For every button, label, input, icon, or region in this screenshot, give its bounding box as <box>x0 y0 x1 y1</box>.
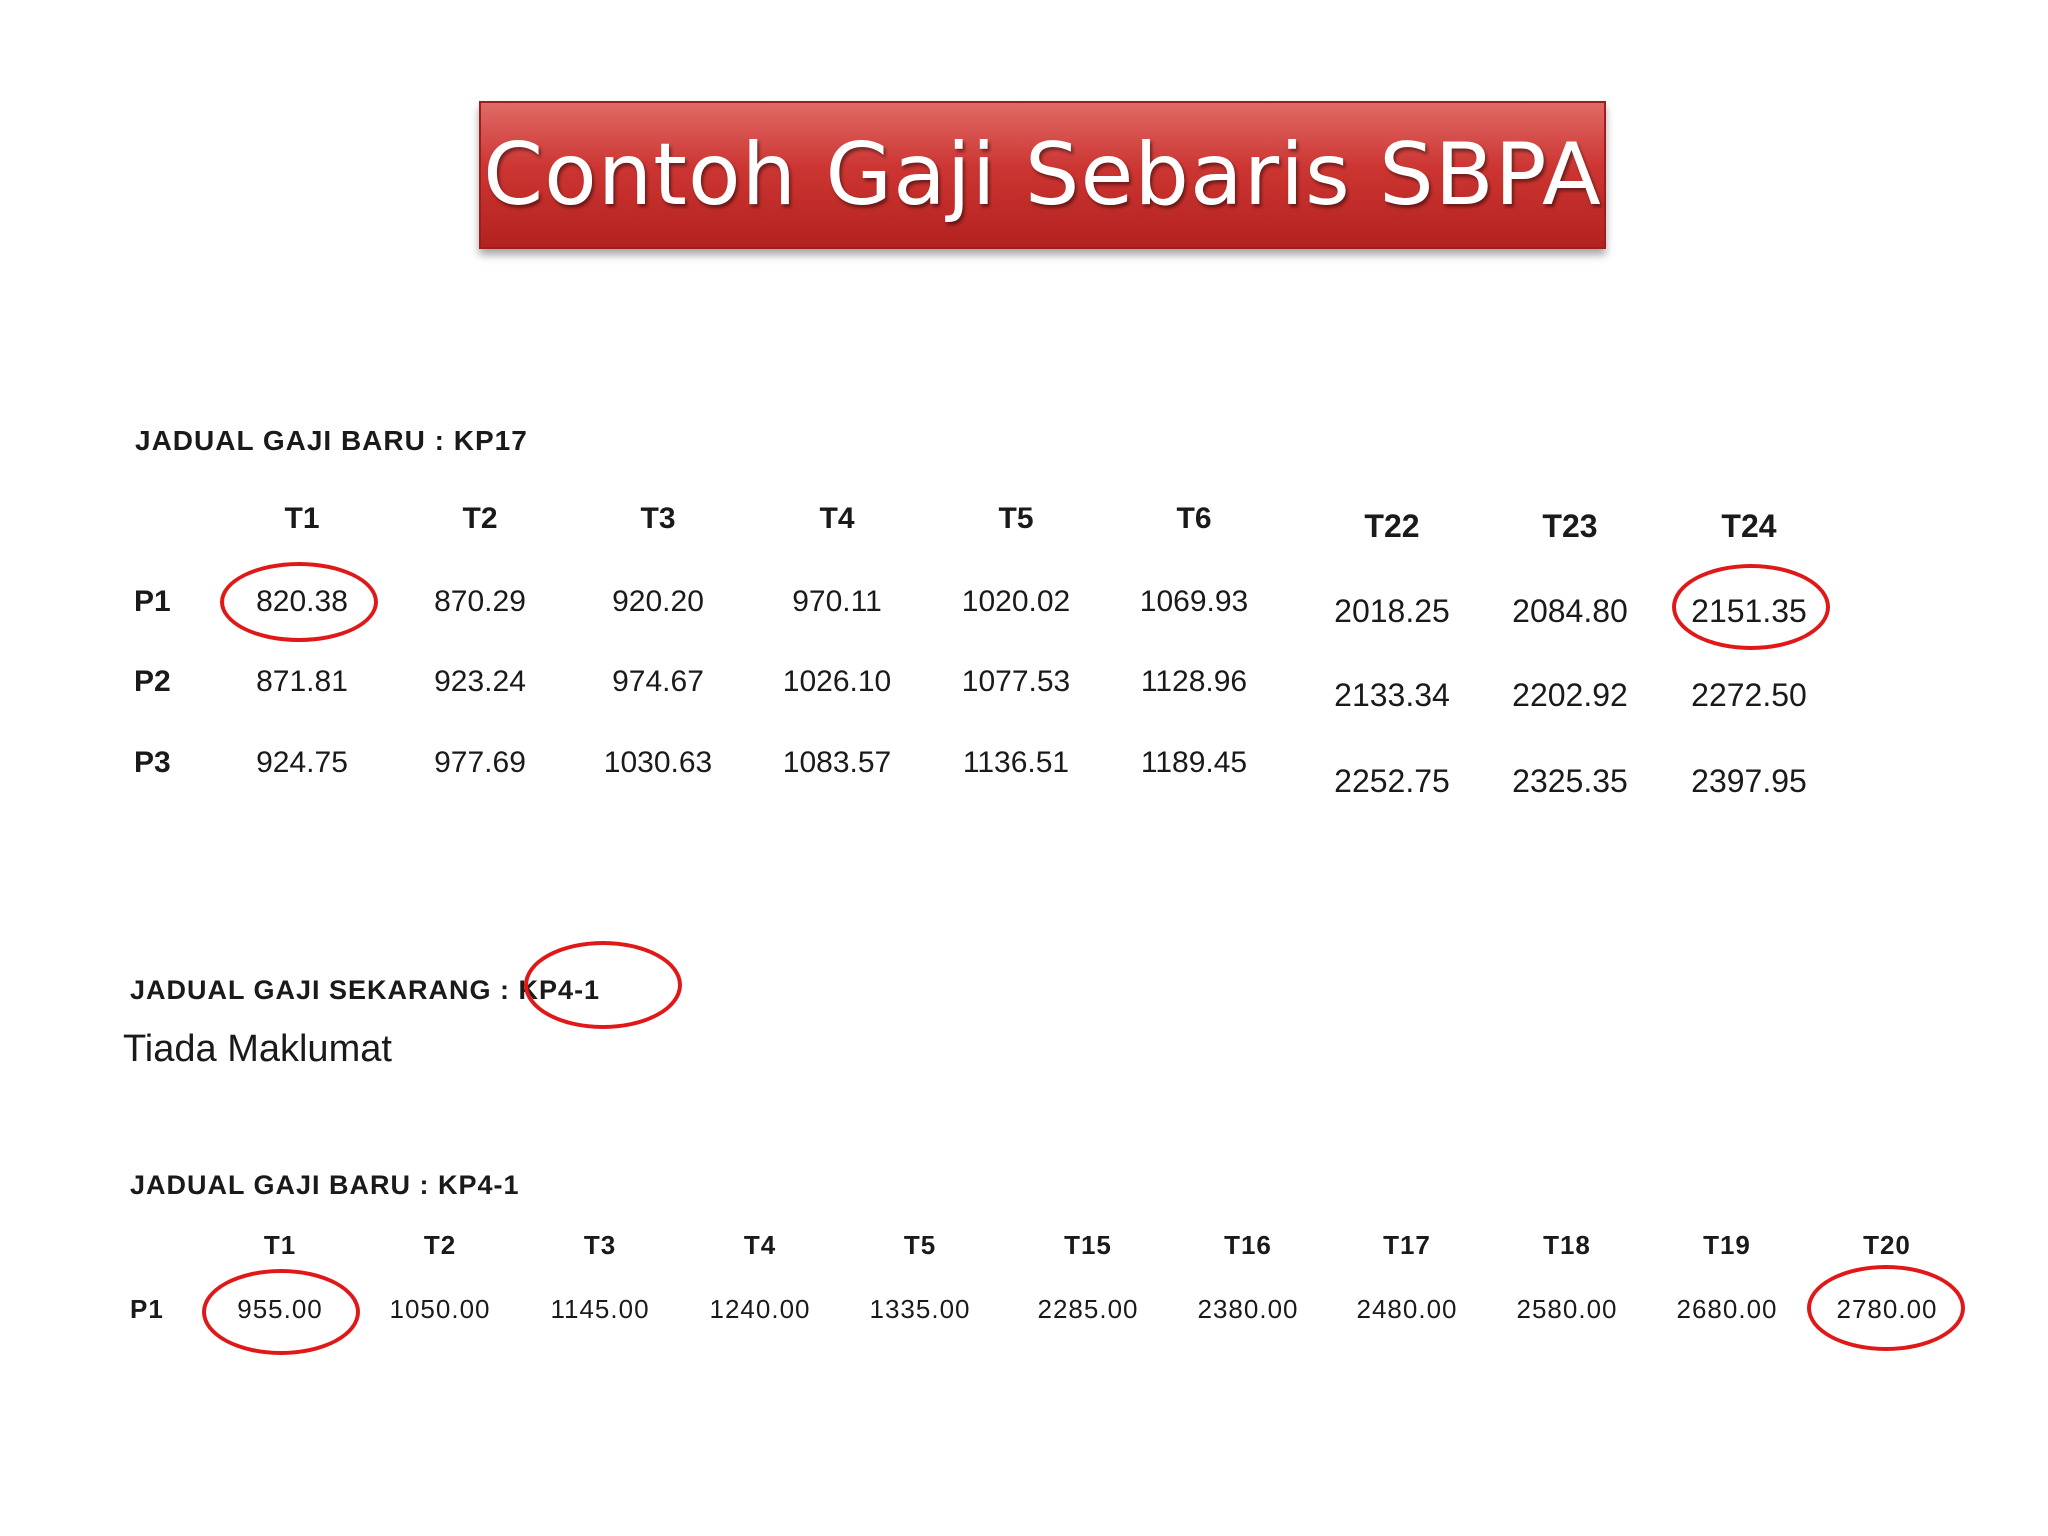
table1-cell-p3-t23: 2325.35 <box>1512 763 1628 799</box>
table1-cell-p3-t22: 2252.75 <box>1334 763 1450 799</box>
table1-cell-p1-t1: 820.38 <box>256 585 348 618</box>
table1-cell-p3-t24: 2397.95 <box>1691 763 1807 799</box>
highlight-circle-kp17-p1-t1 <box>220 562 378 642</box>
table3-header-t4: T4 <box>743 1230 777 1260</box>
table1-cell-p3-t5: 1136.51 <box>962 746 1070 779</box>
table3-cell-p1-t2: 1050.00 <box>389 1294 491 1324</box>
table1-header-t22: T22 <box>1364 508 1420 544</box>
table1-cell-p2-t6: 1128.96 <box>1140 665 1248 698</box>
table3-cell-p1-t19: 2680.00 <box>1676 1294 1778 1324</box>
no-information-text: Tiada Maklumat <box>123 1028 392 1070</box>
table1-cell-p3-t2: 977.69 <box>434 746 526 779</box>
table3-cell-p1-t17: 2480.00 <box>1356 1294 1458 1324</box>
table1-cell-p2-t3: 974.67 <box>612 665 704 698</box>
highlight-circle-kp4-1-p1-t20 <box>1807 1265 1965 1351</box>
table1-cell-p1-t22: 2018.25 <box>1334 593 1450 629</box>
table1-cell-p2-t5: 1077.53 <box>961 665 1071 698</box>
table1-cell-p1-t2: 870.29 <box>434 585 526 618</box>
table1-row-label-p1: P1 <box>134 585 171 618</box>
table1-header-t24: T24 <box>1721 508 1777 544</box>
table3-header-t2: T2 <box>423 1230 457 1260</box>
table1-cell-p2-t2: 923.24 <box>434 665 526 698</box>
table1-row-label-p3: P3 <box>134 746 171 779</box>
table1-header-t2: T2 <box>462 502 498 535</box>
table1-cell-p2-t22: 2133.34 <box>1334 677 1450 713</box>
table3-cell-p1-t16: 2380.00 <box>1197 1294 1299 1324</box>
table3-cell-p1-t20: 2780.00 <box>1836 1294 1938 1324</box>
table1-cell-p2-t24: 2272.50 <box>1691 677 1807 713</box>
table3-cell-p1-t15: 2285.00 <box>1037 1294 1139 1324</box>
table1-cell-p1-t5: 1020.02 <box>961 585 1071 618</box>
table1-label: JADUAL GAJI BARU : KP17 <box>135 425 528 456</box>
table1-row-label-p2: P2 <box>134 665 171 698</box>
table3-cell-p1-t5: 1335.00 <box>869 1294 971 1324</box>
table1-cell-p1-t24: 2151.35 <box>1691 593 1807 629</box>
page-title: Contoh Gaji Sebaris SBPA <box>483 125 1602 225</box>
table3-cell-p1-t1: 955.00 <box>237 1294 323 1324</box>
table1-cell-p2-t1: 871.81 <box>256 665 348 698</box>
table1-header-t3: T3 <box>640 502 676 535</box>
table1-header-t4: T4 <box>819 502 855 535</box>
table1-cell-p1-t4: 970.11 <box>792 585 882 618</box>
current-table-label: JADUAL GAJI SEKARANG : KP4-1 <box>130 975 601 1005</box>
table3-header-t15: T15 <box>1064 1230 1112 1260</box>
table1-cell-p3-t1: 924.75 <box>256 746 348 779</box>
table3-header-t3: T3 <box>583 1230 617 1260</box>
table1-cell-p3-t4: 1083.57 <box>782 746 892 779</box>
table3-header-t1: T1 <box>263 1230 297 1260</box>
title-banner <box>479 101 1606 249</box>
table3-header-t16: T16 <box>1224 1230 1272 1260</box>
table1-cell-p2-t23: 2202.92 <box>1512 677 1628 713</box>
table1-cell-p1-t3: 920.20 <box>612 585 704 618</box>
table1-header-t1: T1 <box>284 502 320 535</box>
table1-header-t23: T23 <box>1542 508 1598 544</box>
table3-label: JADUAL GAJI BARU : KP4-1 <box>130 1170 520 1200</box>
table1-cell-p2-t4: 1026.10 <box>782 665 892 698</box>
table1-header-t6: T6 <box>1176 502 1212 535</box>
table1-cell-p3-t6: 1189.45 <box>1140 746 1248 779</box>
table1-cell-p3-t3: 1030.63 <box>603 746 713 779</box>
table3-header-t20: T20 <box>1863 1230 1911 1260</box>
highlight-circle-kp4-1-label <box>524 941 682 1029</box>
table3-cell-p1-t3: 1145.00 <box>550 1294 650 1324</box>
highlight-circle-kp17-p1-t24 <box>1672 564 1830 650</box>
table3-cell-p1-t4: 1240.00 <box>709 1294 811 1324</box>
table1-cell-p1-t23: 2084.80 <box>1512 593 1628 629</box>
table3-header-t17: T17 <box>1383 1230 1431 1260</box>
table3-header-t19: T19 <box>1703 1230 1751 1260</box>
table3-row-label-p1: P1 <box>130 1294 164 1324</box>
table1-cell-p1-t6: 1069.93 <box>1139 585 1249 618</box>
table1-header-t5: T5 <box>998 502 1034 535</box>
highlight-circle-kp4-1-p1-t1 <box>202 1269 360 1355</box>
table3-header-t5: T5 <box>903 1230 937 1260</box>
table3-header-t18: T18 <box>1543 1230 1591 1260</box>
table3-cell-p1-t18: 2580.00 <box>1516 1294 1618 1324</box>
